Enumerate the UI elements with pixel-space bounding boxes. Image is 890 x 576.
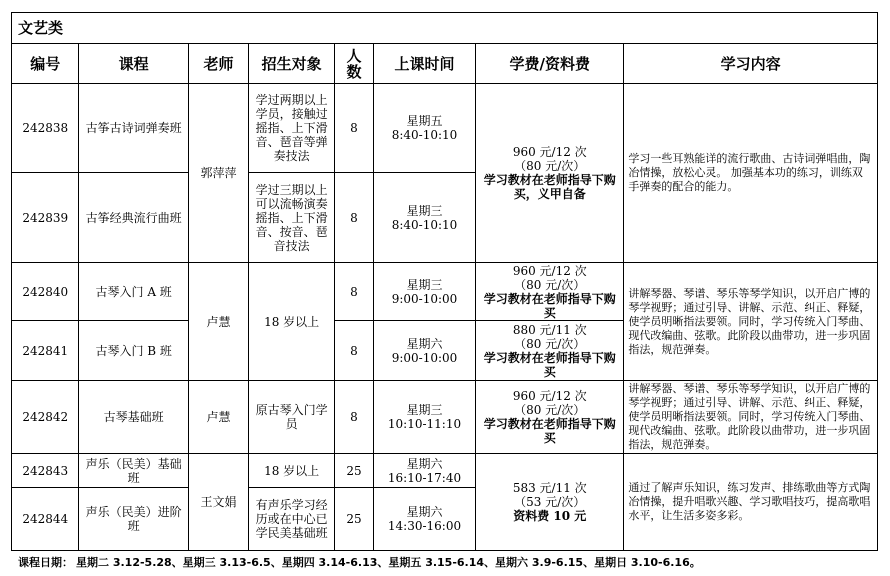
enroll-target: 有声乐学习经历或在中心已学民美基础班 — [249, 488, 335, 551]
category-title: 文艺类 — [12, 13, 878, 44]
footer-label: 课程日期： — [18, 556, 73, 569]
fee-cell: 960 元/12 次 （80 元/次） 学习教材在老师指导下购买，义甲自备 — [476, 84, 624, 263]
class-size: 8 — [335, 321, 374, 381]
header-teacher: 老师 — [188, 44, 248, 84]
table-row — [12, 381, 878, 454]
class-time: 星期六 14:30-16:00 — [373, 488, 475, 551]
class-size: 8 — [335, 173, 374, 263]
header-target: 招生对象 — [249, 44, 335, 84]
class-size: 8 — [335, 263, 374, 321]
enroll-target: 原古琴入门学员 — [249, 381, 335, 454]
fee-cell: 583 元/11 次 （53 元/次） 资料费 10 元 — [476, 454, 624, 551]
fee-cell: 880 元/11 次 （80 元/次） 学习教材在老师指导下购买 — [476, 321, 624, 381]
course-table — [11, 12, 878, 551]
class-time: 星期三 8:40-10:10 — [373, 173, 475, 263]
header-time: 上课时间 — [373, 44, 475, 84]
course-name: 古琴基础班 — [79, 381, 188, 454]
header-row — [12, 44, 878, 84]
enroll-target: 18 岁以上 — [249, 454, 335, 488]
header-fee: 学费/资料费 — [476, 44, 624, 84]
enroll-target: 学过两期以上学员，接触过摇指、上下滑音、琶音等弹奏技法 — [249, 84, 335, 173]
class-time: 星期三 9:00-10:00 — [373, 263, 475, 321]
header-count: 人 数 — [335, 44, 374, 84]
course-id: 242840 — [12, 263, 79, 321]
course-content: 通过了解声乐知识，练习发声、排练歌曲等方式陶冶情操，提升唱歌兴趣、学习歌唱技巧，提高歌唱水平，让生活多姿多彩。 — [624, 454, 878, 551]
course-content: 讲解琴器、琴谱、琴乐等琴学知识，以开启广博的琴学视野；通过引导、讲解、示范、纠正、释疑，使学员明晰指法要领。同时，学习传统入门琴曲、现代改编曲、弦歌。此阶段以曲带功，进一步巩固指法，规范弹奏。 — [624, 381, 878, 454]
class-size: 25 — [335, 488, 374, 551]
class-size: 8 — [335, 84, 374, 173]
course-name: 古筝古诗词弹奏班 — [79, 84, 188, 173]
class-time: 星期五 8:40-10:10 — [373, 84, 475, 173]
course-id: 242842 — [12, 381, 79, 454]
course-name: 古筝经典流行曲班 — [79, 173, 188, 263]
footer-text: 星期二 3.12-5.28、星期三 3.13-6.5、星期四 3.14-6.13、星期五 3.15-6.14、星期六 3.9-6.15、星期日 3.10-6.16。 — [76, 556, 701, 569]
course-name: 古琴入门 A 班 — [79, 263, 188, 321]
header-id: 编号 — [12, 44, 79, 84]
course-name: 声乐（民美）基础班 — [79, 454, 188, 488]
teacher-name: 卢慧 — [188, 381, 248, 454]
teacher-name: 卢慧 — [188, 263, 248, 381]
table-row — [12, 84, 878, 173]
fee-cell: 960 元/12 次 （80 元/次） 学习教材在老师指导下购买 — [476, 381, 624, 454]
teacher-name: 王文娟 — [188, 454, 248, 551]
table-row — [12, 263, 878, 321]
class-size: 25 — [335, 454, 374, 488]
course-id: 242838 — [12, 84, 79, 173]
teacher-name: 郭萍萍 — [188, 84, 248, 263]
fee-cell: 960 元/12 次 （80 元/次） 学习教材在老师指导下购买 — [476, 263, 624, 321]
course-content: 学习一些耳熟能详的流行歌曲、古诗词弹唱曲，陶冶情操，放松心灵。 加强基本功的练习，训练双手弹奏的配合的能力。 — [624, 84, 878, 263]
course-id: 242841 — [12, 321, 79, 381]
course-id: 242844 — [12, 488, 79, 551]
course-name: 古琴入门 B 班 — [79, 321, 188, 381]
class-time: 星期六 16:10-17:40 — [373, 454, 475, 488]
header-content: 学习内容 — [624, 44, 878, 84]
class-size: 8 — [335, 381, 374, 454]
course-id: 242839 — [12, 173, 79, 263]
class-time: 星期三 10:10-11:10 — [373, 381, 475, 454]
course-dates-footer — [18, 554, 704, 570]
course-id: 242843 — [12, 454, 79, 488]
course-content: 讲解琴器、琴谱、琴乐等琴学知识，以开启广博的琴学视野；通过引导、讲解、示范、纠正、释疑，使学员明晰指法要领。同时，学习传统入门琴曲、现代改编曲、弦歌。此阶段以曲带功，进一步巩固指法，规范弹奏。 — [624, 263, 878, 381]
enroll-target: 18 岁以上 — [249, 263, 335, 381]
table-row — [12, 454, 878, 488]
header-course: 课程 — [79, 44, 188, 84]
class-time: 星期六 9:00-10:00 — [373, 321, 475, 381]
enroll-target: 学过三期以上可以流畅演奏摇指、上下滑音、按音、琶音技法 — [249, 173, 335, 263]
course-name: 声乐（民美）进阶班 — [79, 488, 188, 551]
